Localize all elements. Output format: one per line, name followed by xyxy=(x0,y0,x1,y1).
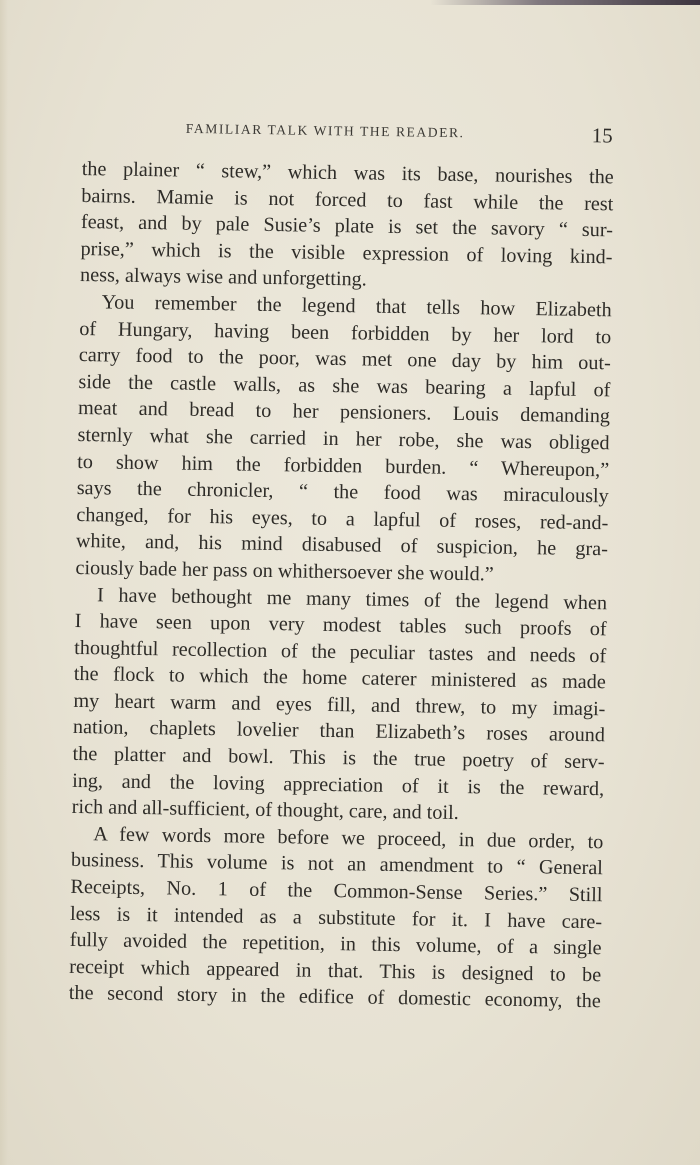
page-header xyxy=(130,118,620,156)
text-line: Receipts, No. 1 of the Common-Sense Series.” Still xyxy=(70,875,603,907)
text-line: I have bethought me many times of the legend when xyxy=(96,583,608,614)
text-line: rich and all-sufficient, of thought, care, and toil. xyxy=(71,796,459,825)
text-line: says the chronicler, “ the food was miraculously xyxy=(76,477,609,508)
text-line: ing, and the loving appreciation of it is the reward, xyxy=(72,769,605,800)
text-line: of Hungary, having been forbidden by her lord to xyxy=(79,317,612,348)
text-line: less is it intended as a substitute for it. I have care- xyxy=(69,902,603,933)
text-line: ciously bade her pass on whithersoever she would.” xyxy=(75,556,494,586)
paragraph xyxy=(75,289,612,590)
text-line: the flock to which the home caterer ministered as made xyxy=(73,663,606,694)
page-edge-shadow xyxy=(430,0,700,5)
text-line: prise,” which is the visible expression of loving kind- xyxy=(80,237,613,269)
text-line: sternly what she carried in her robe, she was obliged xyxy=(77,423,610,455)
text-line: bairns. Mamie is not forced to fast while the rest xyxy=(81,184,614,215)
text-line: the platter and bowl. This is the true poetry of serv- xyxy=(72,742,605,774)
body-text xyxy=(69,156,614,1015)
text-line: ness, always wise and unforgetting. xyxy=(79,264,367,291)
text-line: white, and, his mind disabused of suspicion, he gra- xyxy=(75,530,609,561)
text-line: You remember the legend that tells how Elizabeth xyxy=(101,291,612,322)
text-line: the second story in the edifice of domestic economy, the xyxy=(68,982,601,1013)
text-line: I have seen upon very modest tables such proofs of xyxy=(74,610,607,641)
text-line: side the castle walls, as she was bearing a lapful of xyxy=(78,370,611,402)
running-head: FAMILIAR TALK WITH THE READER. xyxy=(185,120,465,141)
page-gutter xyxy=(0,0,8,1165)
text-line: A few words more before we proceed, in due order, to xyxy=(93,823,604,854)
paragraph xyxy=(72,581,608,829)
text-line: the plainer “ stew,” which was its base, nourishes the xyxy=(81,157,614,189)
text-line: nation, chaplets lovelier than Elizabeth’s roses around xyxy=(72,716,606,747)
paragraph xyxy=(80,156,614,297)
text-line: receipt which appeared in that. This is designed to be xyxy=(69,955,602,987)
page-number: 15 xyxy=(591,123,613,148)
text-line: my heart warm and eyes fill, and threw, to my imagi- xyxy=(73,689,606,721)
text-line: to show him the forbidden burden. “ Whereupon,” xyxy=(77,450,610,481)
text-line: business. This volume is not an amendment to “ General xyxy=(70,849,604,880)
text-line: changed, for his eyes, to a lapful of roses, red-and- xyxy=(76,503,609,535)
text-line: fully avoided the repetition, in this volume, of a single xyxy=(69,929,602,960)
paragraph xyxy=(69,821,604,1015)
text-line: feast, and by pale Susie’s plate is set the savory “ sur- xyxy=(80,211,614,242)
text-line: carry food to the poor, was met one day by him out- xyxy=(78,344,611,375)
text-line: thoughtful recollection of the peculiar tastes and needs of xyxy=(74,636,607,667)
text-line: meat and bread to her pensioners. Louis demanding xyxy=(77,397,611,428)
